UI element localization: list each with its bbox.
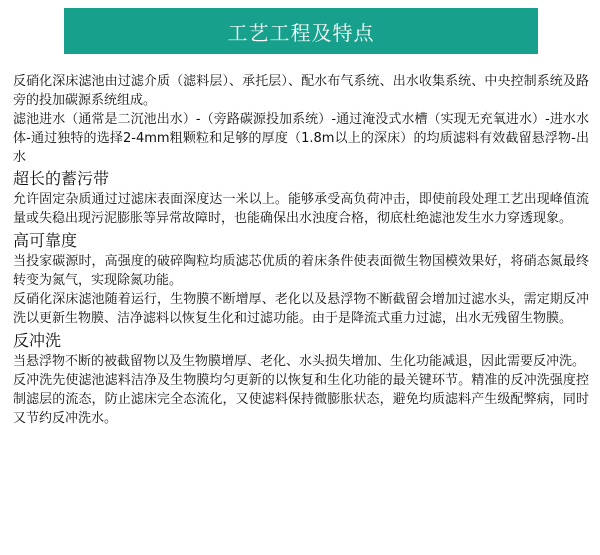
reliability-paragraph-2: 反硝化深床滤池随着运行，生物膜不断增厚、老化以及悬浮物不断截留会增加过滤水头，需定期反冲洗以更新生物膜、洁净滤料以恢复生化和过滤功能。由于是降流式重力过滤，出水无残留生物膜。 [13,292,589,326]
process-flow-paragraph: 滤池进水（通常是二沉池出水）-（旁路碳源投加系统）-通过淹没式水槽（实现无充氧进水）-进水水体-通过独特的选择2-4mm粗颗粒和足够的厚度（1.8m以上的深床）的均质滤料有效截留悬浮物-出水 [13,112,589,165]
section-heading-long-storage: 超长的蓄污带 [13,169,110,188]
section-heading-reliability: 高可靠度 [13,231,78,250]
backwash-paragraph-1: 当悬浮物不断的被截留物以及生物膜增厚、老化、水头损失增加、生化功能减退，因此需要反冲洗。 [13,354,586,369]
intro-paragraph: 反硝化深床滤池由过滤介质（滤料层）、承托层）、配水布气系统、出水收集系统、中央控制系统及路旁的投加碳源系统组成。 [13,74,589,108]
long-storage-paragraph: 允许固定杂质通过过滤床表面深度达一米以上。能够承受高负荷冲击，即使前段处理工艺出现峰值流量或失稳出现污泥膨胀等异常故障时，也能确保出水浊度合格，彻底杜绝滤池发生水力穿透现象。 [13,192,589,226]
backwash-paragraph-2: 反冲洗先使滤池滤料洁净及生物膜均匀更新的以恢复和生化功能的最关键环节。精准的反冲洗强度控制滤层的流态，防止滤床完全态流化，又使滤料保持微膨胀状态，避免均质滤料产生级配弊病，同时又节约反冲洗水。 [13,373,589,426]
banner-title: 工艺工程及特点 [227,20,375,45]
title-banner [64,8,538,54]
article-body [13,72,589,428]
section-heading-backwash: 反冲洗 [13,331,62,350]
reliability-paragraph-1: 当投家碳源时，高强度的破碎陶粒均质滤芯优质的着床条件使表面微生物国模效果好，将硝态氮最终转变为氮气，实现除氮功能。 [13,254,589,288]
